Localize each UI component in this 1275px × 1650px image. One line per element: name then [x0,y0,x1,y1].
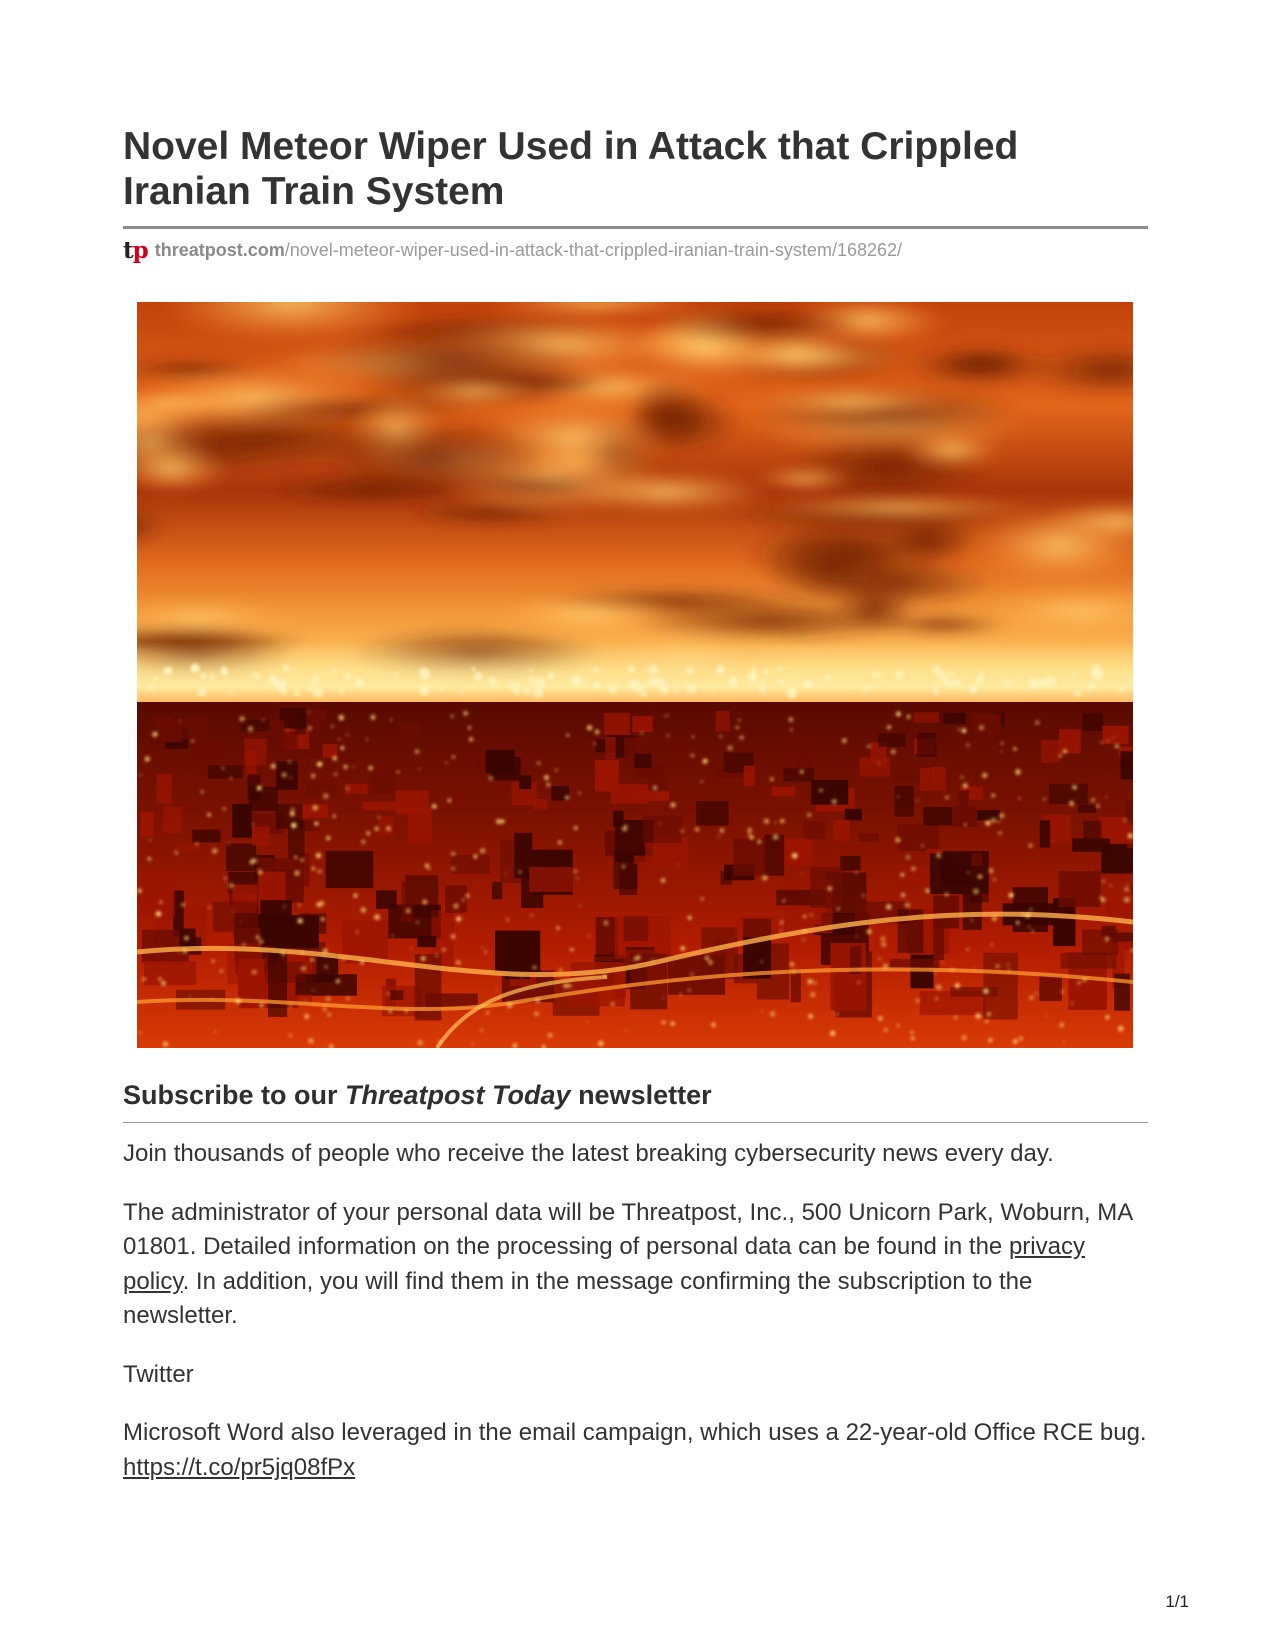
source-line [123,237,1148,263]
privacy-notice: The administrator of your personal data will be Threatpost, Inc., 500 Unicorn Park, Woburn, MA 01801. Detailed information on the processing of personal data can be found in the privacy policy. In addition, you will find them in the message confirming the subscription to the newsletter. [123,1198,1132,1329]
tweet-link[interactable]: https://t.co/pr5jq08fPx [123,1453,356,1481]
burning-city-image [137,302,1133,1048]
article-title: Novel Meteor Wiper Used in Attack that Crippled Iranian Train System [123,124,1148,229]
newsletter-intro: Join thousands of people who receive the latest breaking cybersecurity news every day. [123,1140,1054,1167]
threatpost-logo-icon: t p [123,236,149,264]
twitter-label: Twitter [123,1360,194,1388]
tweet-text: Microsoft Word also leveraged in the email campaign, which uses a 22-year-old Office RCE bug. https://t.co/pr5jq08fPx [123,1419,1147,1481]
source-domain: threatpost.com [154,239,285,260]
page-number: 1/1 [1165,1592,1189,1611]
newsletter-section [123,1078,1148,1485]
article [123,124,1148,1481]
newsletter-name: Threatpost Today [345,1080,571,1110]
privacy-policy-link[interactable]: privacy policy [123,1233,1085,1295]
hero-image [137,302,1133,1048]
source-path: /novel-meteor-wiper-used-in-attack-that-crippled-iranian-train-system/168262/ [284,239,903,260]
newsletter-heading: Subscribe to our Threatpost Today newsletter [123,1078,1148,1123]
source-url-link[interactable] [155,240,902,261]
